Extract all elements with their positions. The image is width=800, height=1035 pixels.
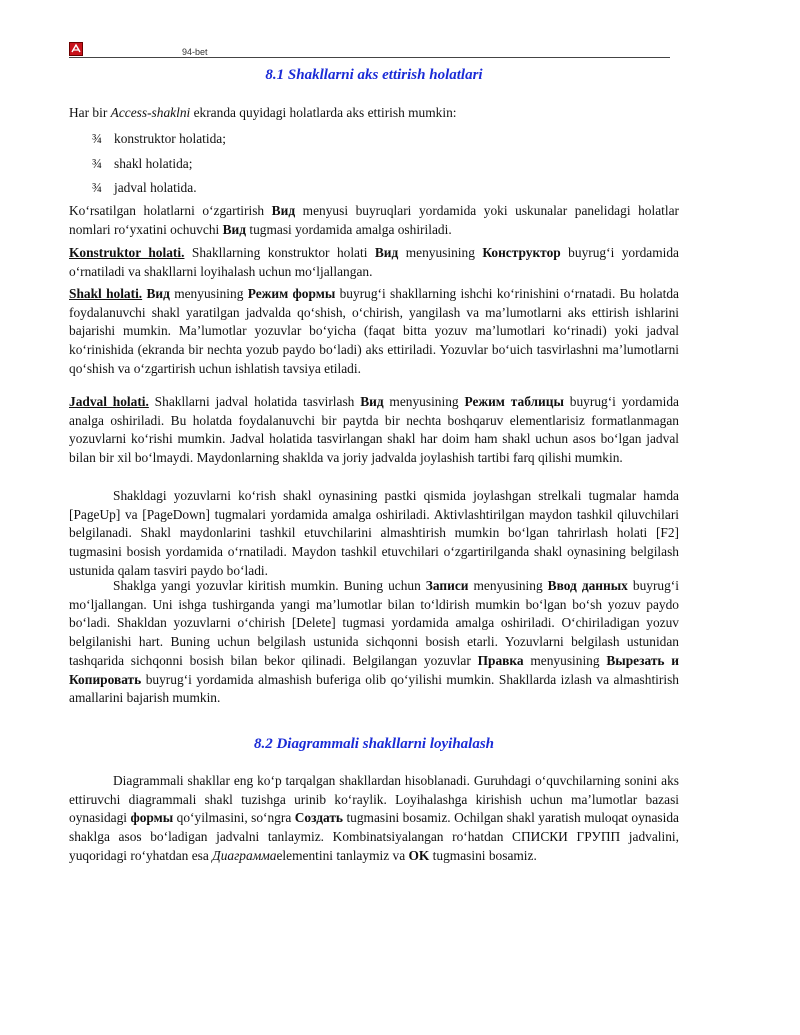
list-item: ¾ shakl holatida; bbox=[92, 156, 193, 171]
header-rule bbox=[69, 57, 670, 58]
page-number: 94-bet bbox=[182, 47, 208, 57]
paragraph-table-mode: Jadval holati. Shakllarni jadval holatida tasvirlash Вид menyusining Режим таблицы buyrug‘i yordamida analga oshiriladi. Bu holatda foydalanuvchi bir paytda bir nechta boshqaruv elementlarisiz formatlanmagan yozuvlarni ko‘rishi mumkin. Jadval holatida tasvirlangan shakl har doim ham shakl uchun asos bo‘lgan jadval bilan bir xil bo‘lmaydi. Maydonlarning shaklda va joriy jadvalda joylashish tartibi farq qilishi mumkin. bbox=[69, 394, 679, 466]
paragraph-navigation: Shakldagi yozuvlarni ko‘rish shakl oynasining pastki qismida joylashgan strelkali tugmalar hamda [PageUp] va [PageDown] tugmalari yordamida amalga oshiriladi. Aktivlashtirilgan maydon tashkil qiluvchilari belgilanadi. Shakl maydonlarini tashkil etuvchilarini almashtirish mumkin bo‘lgan tahrirlash holati [F2] tugmasini bosish yordamida o‘rnatiladi. Maydon tashkil etuvchilari o‘zgartirilganda shakl oynasining belgilash ustunida qalam tasviri paydo bo‘ladi. bbox=[69, 488, 679, 578]
book-icon bbox=[69, 42, 83, 56]
list-item: ¾ konstruktor holatida; bbox=[92, 131, 226, 146]
section-title-1: 8.1 Shakllarni aks ettirish holatlari bbox=[265, 67, 483, 83]
paragraph-form-mode: Shakl holati. Вид menyusining Режим формы buyrug‘i shakllarning ishchi ko‘rinishini o‘rnatadi. Bu holatda foydalanuvchi shakl yaratilgan jadvalda qo‘shish, o‘chirish, yangilash va ma’lumotlarni aks ettirish ishlarini bajarishi mumkin. Ma’lumotlar yozuvlar bo‘yicha (faqat bitta yozuv ma’lumotlari ko‘rinadi) yoki jadval ko‘rinishida (ekranda bir nechta yozub paydo bo‘ladi) aks ettiriladi. Yozuvlar bo‘uich tasvirlashni ma’lumotlarni qo‘shish va o‘zgartirish uchun ishlatish tavsiya etiladi. bbox=[69, 286, 679, 376]
section-title-2: 8.2 Diagrammali shakllarni loyihalash bbox=[253, 736, 495, 752]
intro-paragraph: Har bir Access-shaklni ekranda quyidagi holatlarda aks ettirish mumkin: bbox=[69, 105, 457, 120]
paragraph-diagram-forms: Diagrammali shakllar eng ko‘p tarqalgan shakllardan hisoblanadi. Guruhdagi o‘quvchilarning sonini aks ettiruvchi diagrammali shakl tuzishga urinib ko‘raylik. Loyihalashga kirishish uchun ma’lumotlar bazasi oynasidagi формы qo‘yilmasini, so‘ngra Создать tugmasini bosamiz. Ochilgan shakl yaratish muloqat oynasida shaklga asos bo‘ladigan jadvalni tanlaymiz. Kombinatsiyalangan ro‘hatdan СПИСКИ ГРУПП jadvalini, yuqoridagi ro‘yhatdan esa Диаграммаelementini tanlaymiz va OK tugmasini bosamiz. bbox=[69, 773, 679, 863]
paragraph-new-records: Shaklga yangi yozuvlar kiritish mumkin. Buning uchun Записи menyusining Ввод данных buyrug‘i mo‘ljallangan. Uni ishga tushirganda yangi ma’lumotlar bilan to‘ldirish mumkin bo‘lgan bo‘sh yozuv paydo bo‘ladi. Shakldan yozuvlarni o‘chirish [Delete] tugmasi yordamida amalga oshiriladi. O‘chiriladigan yozuv belgilanishi hart. Buning uchun belgilash ustunida sichqonni bosish etarli. Yozuvlarni belgilash ustunidan tashqarida sichqonni bosish bilan bekor qilinadi. Belgilangan yozuvlar Правка menyusining Вырезать и Копировать buyrug‘i yordamida almashish buferiga olib qo‘yilishi mumkin. Shakllarda izlash va almashtirish amallarini bajarish mumkin. bbox=[69, 578, 679, 706]
list-item: ¾ jadval holatida. bbox=[92, 180, 197, 195]
paragraph-modes: Ko‘rsatilgan holatlarni o‘zgartirish Вид menyusi buyruqlari yordamida yoki uskunalar panelidagi holatlar nomlari ro‘yxatini ochuvchi Вид tugmasi yordamida amalga oshiriladi. bbox=[69, 203, 680, 237]
paragraph-constructor: Konstruktor holati. Shakllarning konstruktor holati Вид menyusining Конструктор buyrug‘i yordamida o‘rnatiladi va shakllarni loyihalash uchun mo‘ljallangan. bbox=[69, 245, 679, 279]
